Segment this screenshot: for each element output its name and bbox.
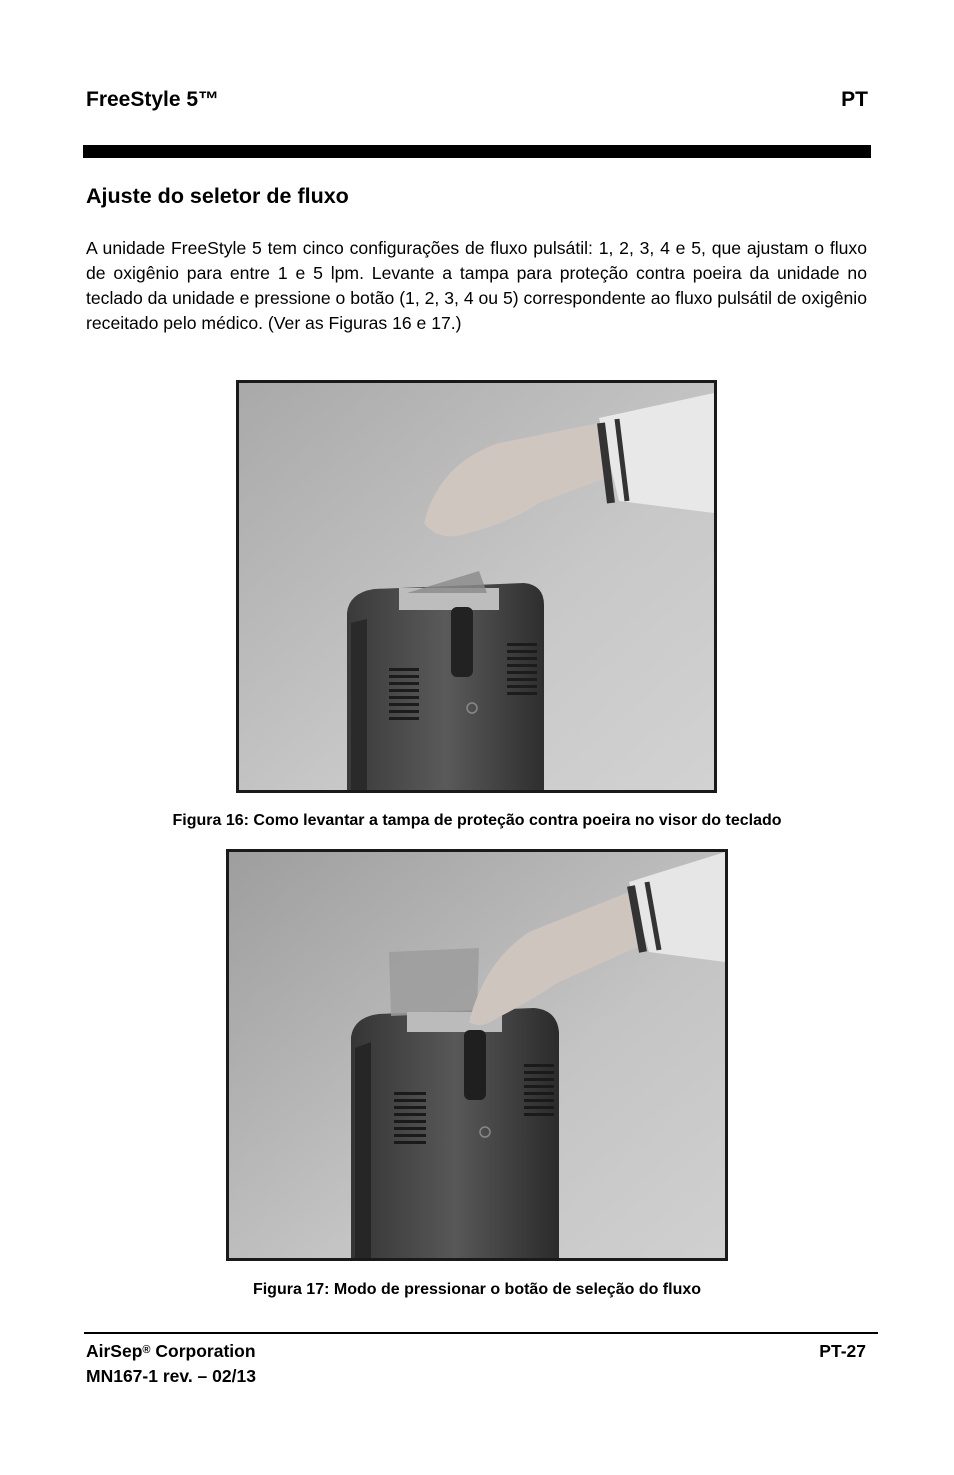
figure-16-photo bbox=[236, 380, 717, 793]
section-heading: Ajuste do seletor de fluxo bbox=[86, 184, 349, 208]
footer-company: AirSep® Corporation bbox=[86, 1341, 256, 1361]
header-language: PT bbox=[841, 88, 868, 111]
header-rule bbox=[83, 145, 871, 158]
figure-16-caption: Figura 16: Como levantar a tampa de proteção contra poeira no visor do teclado bbox=[172, 812, 782, 829]
page-number: PT-27 bbox=[819, 1341, 866, 1361]
header-title: FreeStyle 5™ bbox=[86, 88, 220, 111]
figure-17-photo bbox=[226, 849, 728, 1261]
footer-left bbox=[86, 1339, 256, 1389]
section-body: A unidade FreeStyle 5 tem cinco configurações de fluxo pulsátil: 1, 2, 3, 4 e 5, que ajustam o fluxo de oxigênio para entre 1 e 5 lpm. Levante a tampa para proteção contra poeira da unidade no teclado da unidade e pressione o botão (1, 2, 3, 4 ou 5) correspondente ao fluxo pulsátil de oxigênio receitado pelo médico. (Ver as Figuras 16 e 17.) bbox=[86, 238, 867, 333]
registered-mark: ® bbox=[142, 1344, 151, 1356]
footer-rule bbox=[84, 1332, 878, 1334]
footer-doc-rev: MN167-1 rev. – 02/13 bbox=[86, 1366, 256, 1386]
figure-17-caption: Figura 17: Modo de pressionar o botão de seleção do fluxo bbox=[252, 1281, 702, 1298]
